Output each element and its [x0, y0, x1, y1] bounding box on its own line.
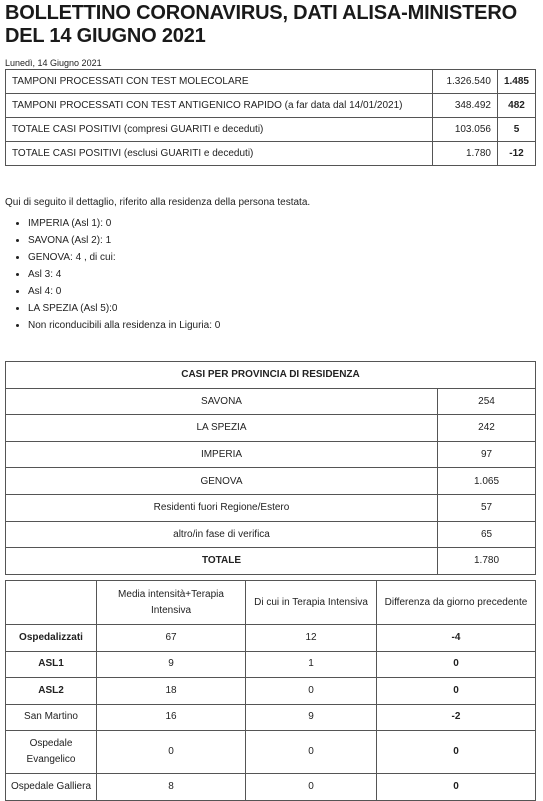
hospital-name: Ospedalizzati — [6, 625, 97, 652]
list-item: • Non riconducibili alla residenza in Liguria: 0 — [28, 317, 220, 334]
hospital-diff: 0 — [377, 678, 536, 705]
province-table-header: CASI PER PROVINCIA DI RESIDENZA — [6, 362, 536, 389]
table-row — [6, 548, 536, 575]
hospital-diff: 0 — [377, 731, 536, 774]
hospital-value: 16 — [97, 704, 246, 731]
province-value: 97 — [438, 441, 536, 468]
table-row — [6, 70, 536, 94]
list-item: • Asl 4: 0 — [28, 283, 220, 300]
table-header-row — [6, 362, 536, 389]
hospital-name: ASL2 — [6, 678, 97, 705]
province-total-value: 1.780 — [438, 548, 536, 575]
summary-label: TAMPONI PROCESSATI CON TEST ANTIGENICO RAPIDO (a far data dal 14/01/2021) — [6, 94, 433, 118]
list-item: • IMPERIA (Asl 1): 0 — [28, 215, 220, 232]
province-value: 65 — [438, 521, 536, 548]
hospital-value: 12 — [246, 625, 377, 652]
hospital-header: Media intensità+Terapia Intensiva — [97, 581, 246, 625]
hospital-diff: 0 — [377, 774, 536, 801]
province-name: SAVONA — [6, 388, 438, 415]
hospital-name: ASL1 — [6, 651, 97, 678]
province-name: GENOVA — [6, 468, 438, 495]
hospital-value: 0 — [97, 731, 246, 774]
table-row — [6, 94, 536, 118]
province-table — [5, 361, 536, 575]
table-row — [6, 441, 536, 468]
hospital-diff: 0 — [377, 651, 536, 678]
page-title: BOLLETTINO CORONAVIRUS, DATI ALISA-MINISTERO DEL 14 GIUGNO 2021 — [5, 2, 517, 47]
summary-total: 103.056 — [432, 118, 497, 142]
table-row — [6, 625, 536, 652]
hospital-value: 0 — [246, 678, 377, 705]
summary-total: 1.326.540 — [432, 70, 497, 94]
summary-total: 348.492 — [432, 94, 497, 118]
hospital-value: 8 — [97, 774, 246, 801]
summary-delta: 482 — [497, 94, 535, 118]
hospital-value: 0 — [246, 731, 377, 774]
table-row — [6, 521, 536, 548]
summary-total: 1.780 — [432, 142, 497, 166]
list-item: • GENOVA: 4 , di cui: — [28, 249, 220, 266]
province-name: IMPERIA — [6, 441, 438, 468]
summary-label: TAMPONI PROCESSATI CON TEST MOLECOLARE — [6, 70, 433, 94]
summary-delta: 5 — [497, 118, 535, 142]
intro-text: Qui di seguito il dettaglio, riferito alla residenza della persona testata. — [5, 197, 311, 208]
publish-date: Lunedì, 14 Giugno 2021 — [5, 58, 102, 68]
summary-label: TOTALE CASI POSITIVI (compresi GUARITI e deceduti) — [6, 118, 433, 142]
table-row — [6, 704, 536, 731]
hospital-diff: -4 — [377, 625, 536, 652]
province-value: 57 — [438, 494, 536, 521]
hospital-name: Ospedale Galliera — [6, 774, 97, 801]
summary-label: TOTALE CASI POSITIVI (esclusi GUARITI e deceduti) — [6, 142, 433, 166]
table-row — [6, 118, 536, 142]
province-total-label: TOTALE — [6, 548, 438, 575]
table-row — [6, 415, 536, 442]
hospital-diff: -2 — [377, 704, 536, 731]
province-name: Residenti fuori Regione/Estero — [6, 494, 438, 521]
table-row — [6, 678, 536, 705]
summary-delta: 1.485 — [497, 70, 535, 94]
hospital-value: 0 — [246, 774, 377, 801]
table-row — [6, 388, 536, 415]
hospital-header: Differenza da giorno precedente — [377, 581, 536, 625]
province-value: 254 — [438, 388, 536, 415]
table-row — [6, 494, 536, 521]
hospital-value: 9 — [97, 651, 246, 678]
hospital-name: San Martino — [6, 704, 97, 731]
province-value: 242 — [438, 415, 536, 442]
table-row — [6, 774, 536, 801]
table-row — [6, 731, 536, 774]
residence-list — [0, 215, 220, 334]
summary-delta: -12 — [497, 142, 535, 166]
table-header-row — [6, 581, 536, 625]
hospital-value: 1 — [246, 651, 377, 678]
hospital-header: Di cui in Terapia Intensiva — [246, 581, 377, 625]
hospital-value: 9 — [246, 704, 377, 731]
list-item: • Asl 3: 4 — [28, 266, 220, 283]
province-name: LA SPEZIA — [6, 415, 438, 442]
list-item: • LA SPEZIA (Asl 5):0 — [28, 300, 220, 317]
table-row — [6, 651, 536, 678]
hospital-header-empty — [6, 581, 97, 625]
hospital-name: Ospedale Evangelico — [6, 731, 97, 774]
table-row — [6, 468, 536, 495]
list-item: • SAVONA (Asl 2): 1 — [28, 232, 220, 249]
province-name: altro/in fase di verifica — [6, 521, 438, 548]
province-value: 1.065 — [438, 468, 536, 495]
summary-table — [5, 69, 536, 166]
table-row — [6, 142, 536, 166]
hospital-value: 18 — [97, 678, 246, 705]
hospital-value: 67 — [97, 625, 246, 652]
hospital-table — [5, 580, 536, 801]
